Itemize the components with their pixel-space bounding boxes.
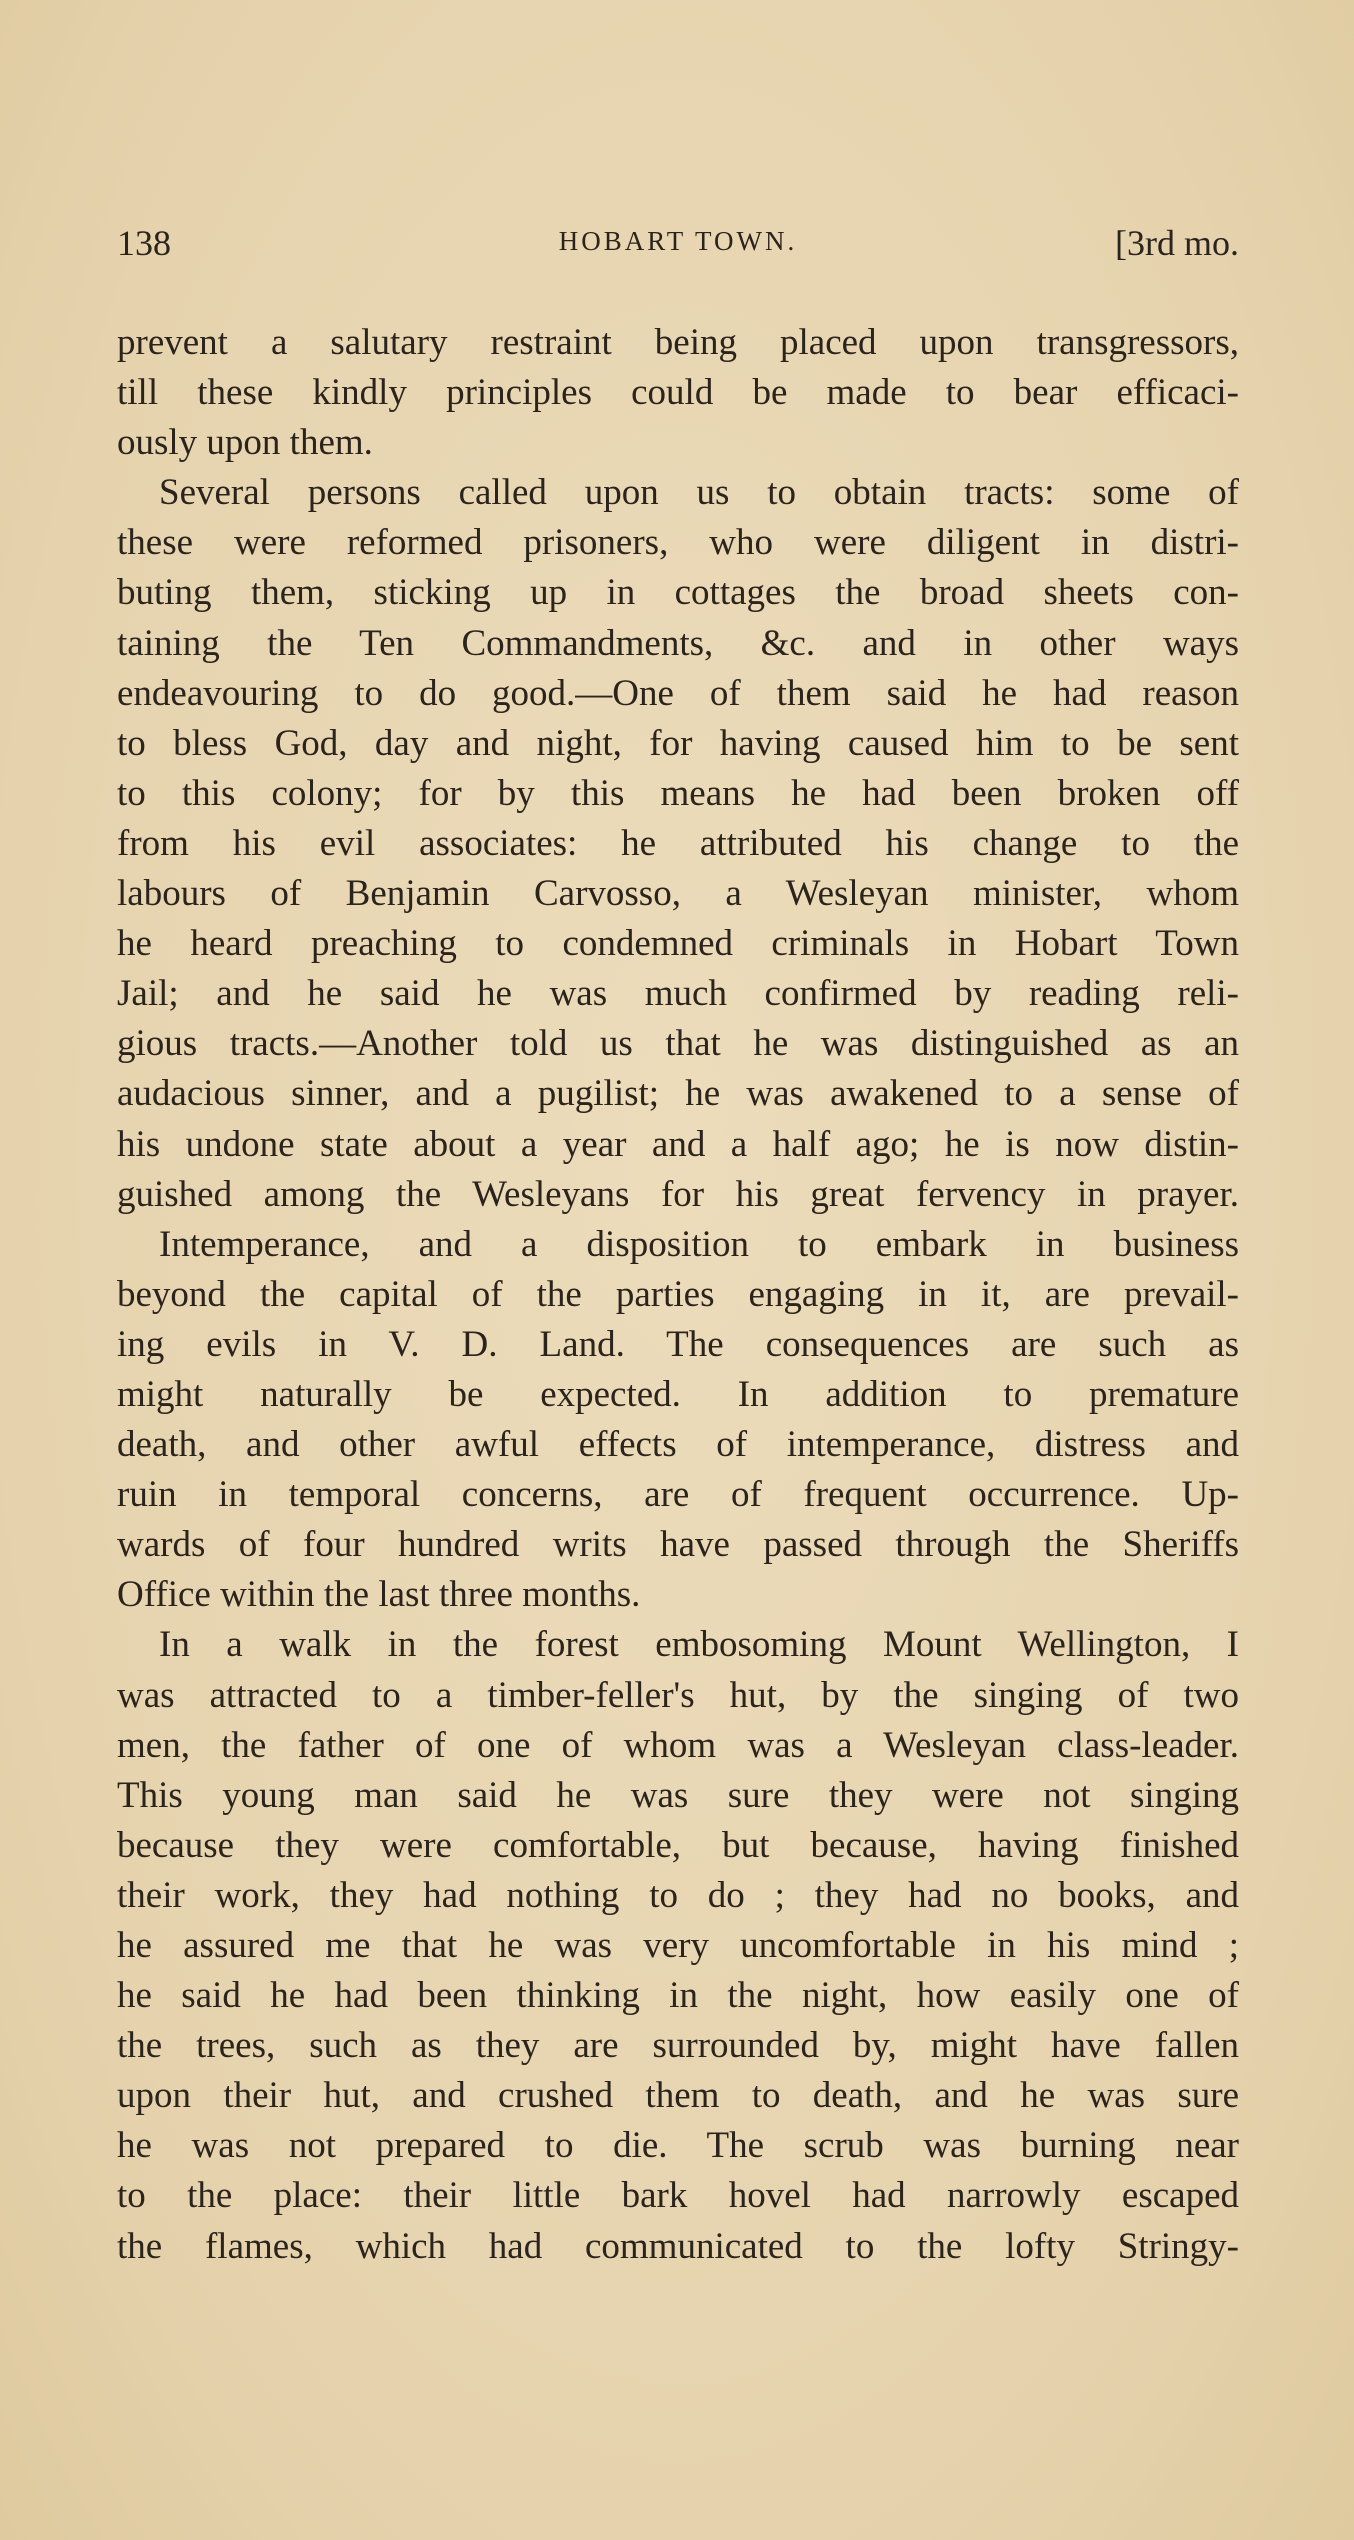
- text-line: This young man said he was sure they were not singing: [117, 1774, 1239, 1816]
- text-line: he was not prepared to die. The scrub was burning near: [117, 2125, 1239, 2167]
- text-line: ruin in temporal concerns, are of frequent occurrence. Up-: [117, 1474, 1239, 1516]
- text-line: wards of four hundred writs have passed through the Sheriffs: [117, 1524, 1239, 1566]
- text-line: the flames, which had communicated to the lofty Stringy-: [117, 2225, 1239, 2267]
- text-line: Intemperance, and a disposition to embark in business: [159, 1223, 1239, 1265]
- text-line: to this colony; for by this means he had been broken off: [117, 772, 1239, 814]
- text-line: taining the Ten Commandments, &c. and in other ways: [117, 622, 1239, 664]
- text-line: Office within the last three months.: [117, 1574, 641, 1616]
- text-line: prevent a salutary restraint being placed upon transgressors,: [117, 322, 1239, 363]
- text-line: he said he had been thinking in the night, how easily one of: [117, 1975, 1239, 2017]
- text-line: their work, they had nothing to do ; they had no books, and: [117, 1874, 1239, 1916]
- page-number: 138: [117, 223, 171, 263]
- text-line: Jail; and he said he was much confirmed by reading reli-: [117, 973, 1239, 1015]
- text-line: beyond the capital of the parties engaging in it, are prevail-: [117, 1273, 1239, 1315]
- text-line: these were reformed prisoners, who were diligent in distri-: [117, 522, 1239, 564]
- text-line: the trees, such as they are surrounded by, might have fallen: [117, 2025, 1239, 2067]
- text-line: from his evil associates: he attributed his change to the: [117, 822, 1239, 864]
- text-line: ously upon them.: [117, 422, 373, 464]
- text-line: endeavouring to do good.—One of them said he had reason: [117, 672, 1239, 714]
- page-header: [117, 222, 1239, 272]
- text-line: In a walk in the forest embosoming Mount Wellington, I: [159, 1624, 1239, 1666]
- text-line: till these kindly principles could be made to bear efficaci-: [117, 372, 1239, 414]
- text-line: Several persons called upon us to obtain tracts: some of: [159, 472, 1239, 514]
- text-line: audacious sinner, and a pugilist; he was awakened to a sense of: [117, 1073, 1239, 1115]
- text-line: was attracted to a timber-feller's hut, by the singing of two: [117, 1674, 1239, 1716]
- text-line: buting them, sticking up in cottages the broad sheets con-: [117, 572, 1239, 614]
- text-line: to the place: their little bark hovel had narrowly escaped: [117, 2175, 1239, 2217]
- text-line: ing evils in V. D. Land. The consequences are such as: [117, 1323, 1239, 1365]
- section-marker: [3rd mo.: [1115, 223, 1239, 263]
- body-text: [117, 318, 1239, 2272]
- text-line: labours of Benjamin Carvosso, a Wesleyan minister, whom: [117, 873, 1239, 915]
- text-line: might naturally be expected. In addition to premature: [117, 1373, 1239, 1415]
- text-line: because they were comfortable, but because, having finished: [117, 1824, 1239, 1866]
- text-line: his undone state about a year and a half ago; he is now distin-: [117, 1123, 1239, 1165]
- text-line: he assured me that he was very uncomfortable in his mind ;: [117, 1925, 1239, 1966]
- text-line: death, and other awful effects of intemperance, distress and: [117, 1424, 1239, 1466]
- text-line: gious tracts.—Another told us that he was distinguished as an: [117, 1023, 1239, 1065]
- running-title: HOBART TOWN.: [558, 226, 798, 256]
- text-line: men, the father of one of whom was a Wesleyan class-leader.: [117, 1724, 1239, 1766]
- text-line: guished among the Wesleyans for his great fervency in prayer.: [117, 1173, 1239, 1215]
- text-line: upon their hut, and crushed them to death, and he was sure: [117, 2075, 1239, 2117]
- text-line: to bless God, day and night, for having caused him to be sent: [117, 722, 1239, 764]
- text-line: he heard preaching to condemned criminals in Hobart Town: [117, 923, 1239, 965]
